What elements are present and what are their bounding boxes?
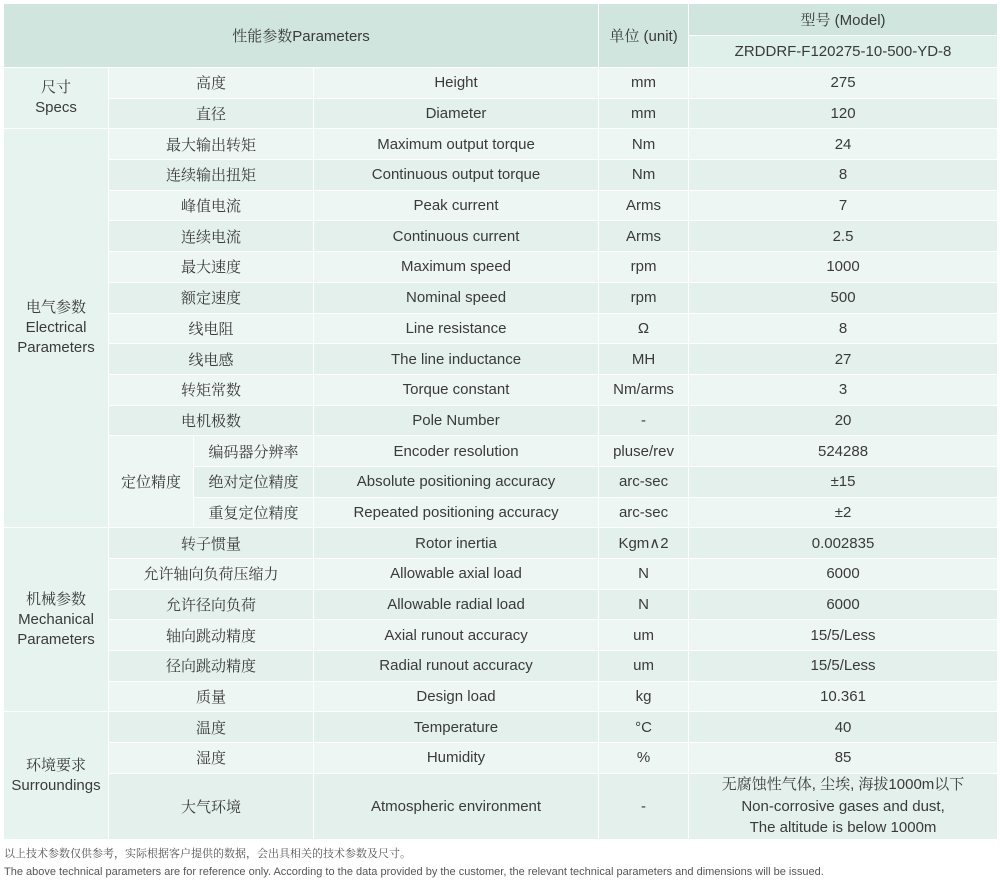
- row-label-cn: 高度: [109, 68, 314, 99]
- row-label-cn: 转子惯量: [109, 528, 314, 559]
- row-label-cn: 额定速度: [109, 282, 314, 313]
- table-row: [4, 589, 998, 620]
- group-environment: [4, 712, 109, 840]
- footer-note-en: The above technical parameters are for reference only. According to the data provided by the customer, the relevant technical parameters and dimensions will be issued.: [4, 865, 824, 878]
- row-label-cn: 轴向跳动精度: [109, 620, 314, 651]
- row-value: 3: [689, 374, 998, 405]
- row-unit: N: [599, 559, 689, 590]
- row-label-en: Atmospheric environment: [314, 773, 599, 839]
- header-model-value: ZRDDRF-F120275-10-500-YD-8: [689, 36, 998, 68]
- row-label-en: Pole Number: [314, 405, 599, 436]
- row-unit: -: [599, 773, 689, 839]
- row-label-en: Rotor inertia: [314, 528, 599, 559]
- group-mechanical-en-2: Parameters: [17, 631, 95, 648]
- row-label-en: Encoder resolution: [314, 436, 599, 467]
- row-unit: um: [599, 651, 689, 682]
- row-label-en: Temperature: [314, 712, 599, 743]
- table-row: [4, 98, 998, 129]
- row-unit: -: [599, 405, 689, 436]
- row-value: 524288: [689, 436, 998, 467]
- row-unit: Kgm∧2: [599, 528, 689, 559]
- row-label-en: Allowable axial load: [314, 559, 599, 590]
- row-unit: Nm/arms: [599, 374, 689, 405]
- row-label-cn: 线电阻: [109, 313, 314, 344]
- row-label-cn: 峰值电流: [109, 190, 314, 221]
- row-label-en: Line resistance: [314, 313, 599, 344]
- row-label-cn: 湿度: [109, 743, 314, 774]
- group-electrical: [4, 129, 109, 528]
- row-value: 24: [689, 129, 998, 160]
- row-value: 15/5/Less: [689, 620, 998, 651]
- row-label-en: Humidity: [314, 743, 599, 774]
- row-label-cn: 重复定位精度: [194, 497, 314, 528]
- spec-sheet: [0, 3, 1000, 881]
- row-label-en: Continuous current: [314, 221, 599, 252]
- row-label-en: Height: [314, 68, 599, 99]
- table-row: [4, 252, 998, 283]
- row-unit: rpm: [599, 282, 689, 313]
- table-row: [4, 620, 998, 651]
- table-row: [4, 313, 998, 344]
- table-row: [4, 282, 998, 313]
- group-mechanical-cn: 机械参数: [25, 590, 86, 608]
- row-value: 6000: [689, 589, 998, 620]
- row-label-cn: 线电感: [109, 344, 314, 375]
- row-unit: N: [599, 589, 689, 620]
- row-value: 8: [689, 160, 998, 191]
- row-unit: mm: [599, 68, 689, 99]
- group-electrical-cn: 电气参数: [25, 298, 86, 316]
- table-row: [4, 712, 998, 743]
- row-label-en: Torque constant: [314, 374, 599, 405]
- table-row: [4, 559, 998, 590]
- group-mechanical-en-1: Mechanical: [18, 610, 94, 628]
- row-unit: Ω: [599, 313, 689, 344]
- row-label-en: Peak current: [314, 190, 599, 221]
- row-label-cn: 连续输出扭矩: [109, 160, 314, 191]
- table-row: [4, 374, 998, 405]
- row-unit: Nm: [599, 129, 689, 160]
- header-model-title: 型号 (Model): [689, 4, 998, 36]
- row-unit: Nm: [599, 160, 689, 191]
- row-value-line-1: 无腐蚀性气体, 尘埃, 海拔1000m以下: [721, 775, 965, 793]
- table-row: [4, 160, 998, 191]
- header-unit: 单位 (unit): [599, 4, 689, 68]
- row-label-cn: 径向跳动精度: [109, 651, 314, 682]
- row-label-en: Maximum speed: [314, 252, 599, 283]
- row-label-en: Radial runout accuracy: [314, 651, 599, 682]
- row-unit: kg: [599, 681, 689, 712]
- row-label-en: Repeated positioning accuracy: [314, 497, 599, 528]
- row-label-en: Design load: [314, 681, 599, 712]
- table-row: [4, 773, 998, 839]
- row-label-en: Allowable radial load: [314, 589, 599, 620]
- row-unit: °C: [599, 712, 689, 743]
- row-value: 15/5/Less: [689, 651, 998, 682]
- table-row: [4, 190, 998, 221]
- footer-note: [4, 846, 1000, 881]
- row-label-en: The line inductance: [314, 344, 599, 375]
- table-row: [4, 405, 998, 436]
- table-row: [4, 344, 998, 375]
- row-value: 2.5: [689, 221, 998, 252]
- table-row: [4, 221, 998, 252]
- row-label-en: Maximum output torque: [314, 129, 599, 160]
- row-value: 20: [689, 405, 998, 436]
- row-label-en: Continuous output torque: [314, 160, 599, 191]
- row-label-cn: 质量: [109, 681, 314, 712]
- table-row: [4, 743, 998, 774]
- footer-note-cn: 以上技术参数仅供参考，实际根据客户提供的数据，会出具相关的技术参数及尺寸。: [4, 848, 411, 861]
- row-unit: %: [599, 743, 689, 774]
- group-electrical-en-1: Electrical: [25, 319, 87, 337]
- row-unit: pluse/rev: [599, 436, 689, 467]
- row-value: [689, 773, 998, 839]
- row-unit: um: [599, 620, 689, 651]
- row-label-cn: 最大速度: [109, 252, 314, 283]
- row-value: 85: [689, 743, 998, 774]
- specification-table: [3, 3, 998, 840]
- row-label-cn: 允许径向负荷: [109, 589, 314, 620]
- table-header-row: [4, 4, 998, 36]
- row-value: 40: [689, 712, 998, 743]
- row-value: 6000: [689, 559, 998, 590]
- row-label-cn: 编码器分辨率: [194, 436, 314, 467]
- row-unit: arc-sec: [599, 497, 689, 528]
- row-label-en: Nominal speed: [314, 282, 599, 313]
- row-label-cn: 直径: [109, 98, 314, 129]
- table-row: [4, 436, 998, 467]
- row-unit: arc-sec: [599, 466, 689, 497]
- row-label-cn: 电机极数: [109, 405, 314, 436]
- row-value: 120: [689, 98, 998, 129]
- row-label-cn: 温度: [109, 712, 314, 743]
- group-specs-cn: 尺寸: [40, 78, 71, 96]
- row-label-cn: 绝对定位精度: [194, 466, 314, 497]
- table-row: [4, 681, 998, 712]
- table-row: [4, 528, 998, 559]
- group-specs: [4, 68, 109, 129]
- row-label-cn: 转矩常数: [109, 374, 314, 405]
- row-label-en: Axial runout accuracy: [314, 620, 599, 651]
- subgroup-positioning-accuracy: 定位精度: [109, 436, 194, 528]
- row-value-line-2: Non-corrosive gases and dust,: [741, 797, 945, 815]
- group-environment-cn: 环境要求: [25, 756, 86, 774]
- table-row: [4, 129, 998, 160]
- row-value: ±15: [689, 466, 998, 497]
- row-value: 500: [689, 282, 998, 313]
- group-mechanical: [4, 528, 109, 712]
- header-parameters: 性能参数Parameters: [4, 4, 599, 68]
- row-label-cn: 连续电流: [109, 221, 314, 252]
- row-value: 275: [689, 68, 998, 99]
- row-value-line-3: The altitude is below 1000m: [749, 819, 937, 837]
- row-label-cn: 大气环境: [109, 773, 314, 839]
- row-unit: MH: [599, 344, 689, 375]
- row-label-en: Absolute positioning accuracy: [314, 466, 599, 497]
- row-unit: Arms: [599, 221, 689, 252]
- row-value: 0.002835: [689, 528, 998, 559]
- row-label-en: Diameter: [314, 98, 599, 129]
- row-value: 10.361: [689, 681, 998, 712]
- row-unit: mm: [599, 98, 689, 129]
- row-label-cn: 最大输出转矩: [109, 129, 314, 160]
- row-value: ±2: [689, 497, 998, 528]
- table-row: [4, 68, 998, 99]
- row-value: 7: [689, 190, 998, 221]
- row-value: 8: [689, 313, 998, 344]
- row-unit: rpm: [599, 252, 689, 283]
- table-row: [4, 651, 998, 682]
- row-label-cn: 允许轴向负荷压缩力: [109, 559, 314, 590]
- group-specs-en: Specs: [35, 99, 77, 117]
- row-value: 1000: [689, 252, 998, 283]
- group-environment-en: Surroundings: [11, 776, 101, 794]
- row-value: 27: [689, 344, 998, 375]
- group-electrical-en-2: Parameters: [17, 339, 95, 357]
- row-unit: Arms: [599, 190, 689, 221]
